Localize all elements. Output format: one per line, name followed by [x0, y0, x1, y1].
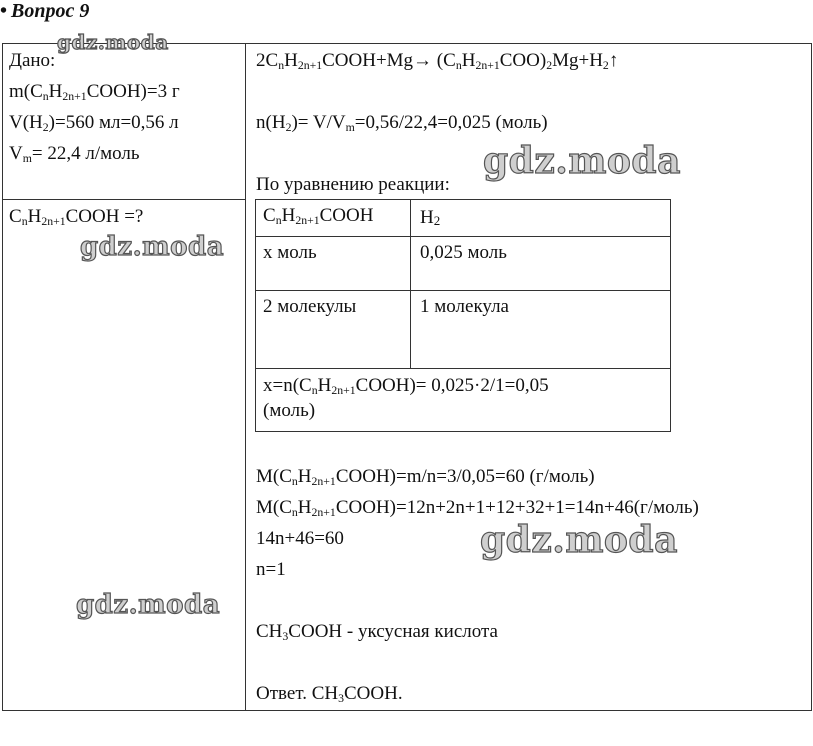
given-mass: $m(C_nH_{2n+1}COOH)=3$ г	[9, 81, 180, 103]
proportion-row-divider	[255, 290, 671, 291]
moles-hydrogen: $n(H_2)= V/V_m=0,56/22,4=0,025$ (моль)	[256, 112, 548, 134]
molar-mass-calc: $M(C_nH_{2n+1}COOH)=m/n=3/0,05=60$ (г/моль)	[256, 466, 595, 488]
proportion-cell: 0,025 моль	[420, 242, 507, 263]
reaction-equation: $2C_nH_{2n+1}COOH+Mg\to$ $(C_nH_{2n+1}COO)_2Mg+H_2↑$	[256, 50, 619, 72]
proportion-cell: x моль	[263, 242, 317, 263]
given-molar-volume: $V_m= 22,4$ л/моль	[9, 143, 140, 165]
proportion-row-divider	[255, 236, 671, 237]
proportion-col-divider	[410, 199, 411, 369]
by-equation-label: По уравнению реакции:	[256, 174, 450, 195]
acid-name: $CH_3COOH$ - уксусная кислота	[256, 621, 498, 643]
question-title: • Вопрос 9	[0, 0, 90, 22]
proportion-cell: 1 молекула	[420, 296, 509, 317]
n-result: n=1	[256, 559, 286, 580]
watermark: gdz.moda	[76, 590, 221, 620]
proportion-header-acid: $C_nH_{2n+1}COOH$	[263, 205, 374, 227]
bullet: •	[0, 0, 8, 22]
proportion-header-h2: H2	[420, 207, 441, 228]
proportion-cell: 2 молекулы	[263, 296, 357, 317]
watermark: gdz.moda	[80, 232, 225, 262]
row-divider	[2, 199, 246, 200]
watermark: gdz.moda	[480, 519, 678, 561]
watermark: gdz.moda	[57, 30, 169, 54]
column-divider	[245, 43, 246, 711]
given-label: Дано:	[9, 50, 56, 71]
equation-line: 14n+46=60	[256, 528, 344, 549]
given-volume: $V(H_2)=560$ мл=0,56 л	[9, 112, 179, 134]
answer: Ответ. $CH_3COOH$.	[256, 683, 403, 705]
find-target: $C_nH_{2n+1}COOH$ =?	[9, 206, 144, 228]
proportion-row-divider	[255, 368, 671, 369]
proportion-result: $x=n(C_nH_{2n+1}COOH)= 0,025\cdot 2/1=0,05$ (моль)	[263, 375, 549, 421]
molar-mass-formula: $M(C_nH_{2n+1}COOH)=12n+2n+1+12+32+1=14n+46(г/моль)$	[256, 497, 699, 519]
watermark: gdz.moda	[483, 140, 681, 182]
